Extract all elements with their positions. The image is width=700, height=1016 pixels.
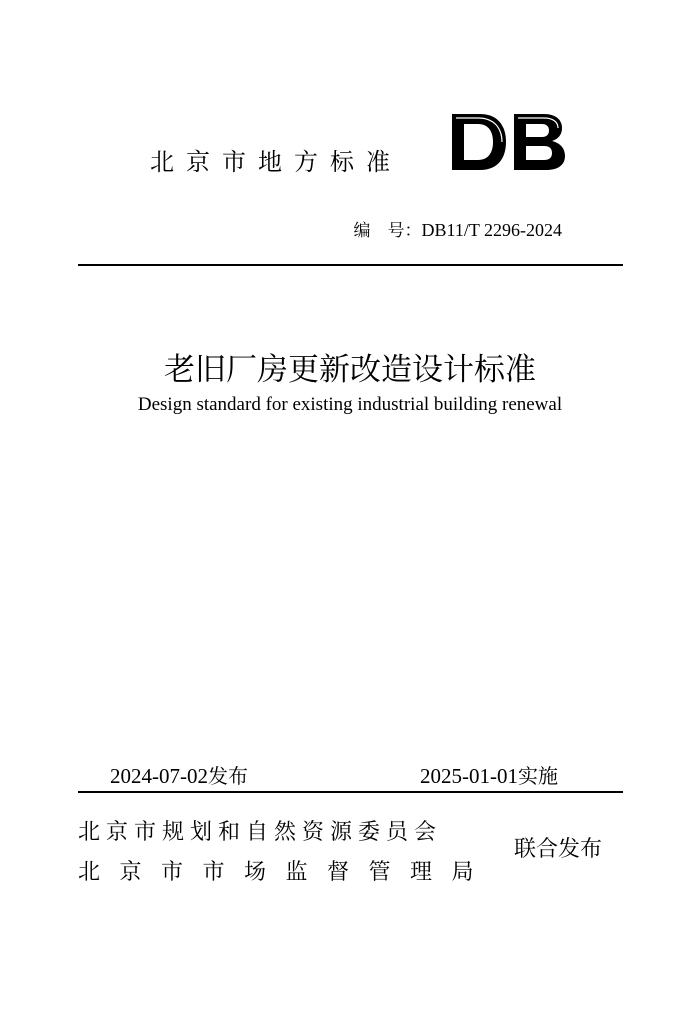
standard-number xyxy=(353,216,562,241)
standard-number-label: 编 号： xyxy=(353,221,422,241)
title-chinese: 老旧厂房更新改造设计标准 xyxy=(164,352,536,388)
issue-date-value: 2024-07-02 xyxy=(110,764,208,788)
issue-label: 发布 xyxy=(208,764,248,788)
implementation-date-value: 2025-01-01 xyxy=(420,764,518,788)
footer-rule xyxy=(78,791,623,793)
title-english: Design standard for existing industrial building renewal xyxy=(137,394,563,415)
standard-number-value: DB11/T 2296-2024 xyxy=(421,220,562,240)
standard-type: 北京市地方标准 xyxy=(150,148,402,176)
implementation-label: 实施 xyxy=(518,764,558,788)
joint-issue-label: 联合发布 xyxy=(514,837,603,862)
issuer-authority-1: 北京市规划和自然资源委员会 xyxy=(78,820,443,845)
issuer-authority-2: 北京市市场监督管理局 xyxy=(78,860,494,885)
implementation-date xyxy=(420,760,558,789)
header-rule xyxy=(78,264,623,266)
db-logo xyxy=(448,110,568,174)
issue-date xyxy=(110,760,248,789)
